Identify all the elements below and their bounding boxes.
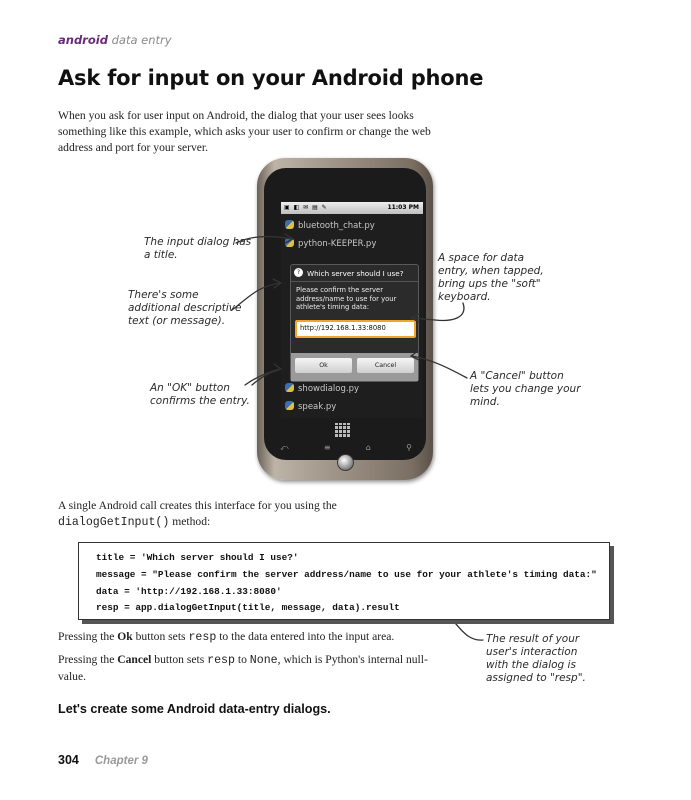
arrow-space <box>412 303 464 320</box>
cancel-paragraph: Pressing the Cancel button sets resp to None, which is Python's internal null-value. <box>58 653 428 683</box>
dialog-input-value: http://192.168.1.33:8080 <box>300 324 386 332</box>
file-item[interactable]: bluetooth_chat.py <box>285 220 375 231</box>
page-footer <box>58 753 148 767</box>
method-intro-text: A single Android call creates this interface for you using the <box>58 499 337 512</box>
file-item[interactable]: showdialog.py <box>285 383 359 394</box>
running-header-section: data entry <box>111 33 172 47</box>
page-title: Ask for input on your Android phone <box>58 66 484 90</box>
arrow-cancel <box>412 356 467 378</box>
cancel-button[interactable]: Cancel <box>357 358 414 373</box>
ok-bold: Ok <box>117 630 133 643</box>
code-line: title = 'Which server should I use?' <box>96 552 299 563</box>
status-time: 11:03 PM <box>387 204 419 211</box>
annotation-ok-note: An "OK" button confirms the entry. <box>150 382 250 407</box>
home-icon[interactable]: ⌂ <box>365 443 371 452</box>
dialog-message: Please confirm the server address/name to use for your athlete's timing data: <box>296 286 397 311</box>
resp-code: resp <box>188 631 217 644</box>
annotation-cancel-note: A "Cancel" button lets you change your mind. <box>470 370 581 408</box>
running-header-book: android <box>58 33 108 47</box>
annotation-resp-note: The result of your user's interaction with the dialog is assigned to "resp". <box>486 633 586 684</box>
code-line: message = "Please confirm the server address/name to use for your athlete's timing data:" <box>96 569 597 580</box>
intro-paragraph: When you ask for user input on Android, the dialog that your user sees looks something like this example, which asks your user to confirm or change the web address and port for your server. <box>58 109 431 154</box>
method-intro-line2 <box>58 514 337 531</box>
status-icons: ▣ ◧ ✉ ▤ ✎ <box>284 204 328 211</box>
cancel-bold: Cancel <box>117 653 152 666</box>
page-number: 304 <box>58 753 79 767</box>
method-name: dialogGetInput() <box>58 516 170 529</box>
code-block <box>78 542 610 620</box>
none-code: None <box>249 654 278 667</box>
arrowhead-cancel <box>411 351 419 360</box>
search-icon[interactable]: ⚲ <box>406 443 412 452</box>
annotation-space-note: A space for data entry, when tapped, bring ups the "soft" keyboard. <box>438 252 544 303</box>
dialog-title: Which server should I use? <box>307 269 404 278</box>
annotation-title-note: The input dialog has a title. <box>144 236 252 261</box>
chapter-label: Chapter 9 <box>94 755 148 767</box>
menu-icon[interactable]: ≡ <box>323 443 331 452</box>
code-line: data = 'http://192.168.1.33:8080' <box>96 586 282 597</box>
dialog-question-icon: ? <box>294 268 303 277</box>
ok-button[interactable]: Ok <box>295 358 352 373</box>
method-intro <box>58 498 337 531</box>
section-heading: Let's create some Android data-entry dialogs. <box>58 702 331 716</box>
code-line: resp = app.dialogGetInput(title, message, data).result <box>96 602 400 613</box>
back-icon[interactable]: ⤺ <box>280 443 289 452</box>
ok-paragraph: Pressing the Ok button sets resp to the data entered into the input area. <box>58 630 395 644</box>
file-item[interactable]: python-KEEPER.py <box>285 238 376 249</box>
resp-code: resp <box>207 654 235 667</box>
annotation-message-note: There's some additional descriptive text (or message). <box>128 289 242 327</box>
file-item[interactable]: speak.py <box>285 401 336 412</box>
method-suffix: method: <box>169 515 211 528</box>
